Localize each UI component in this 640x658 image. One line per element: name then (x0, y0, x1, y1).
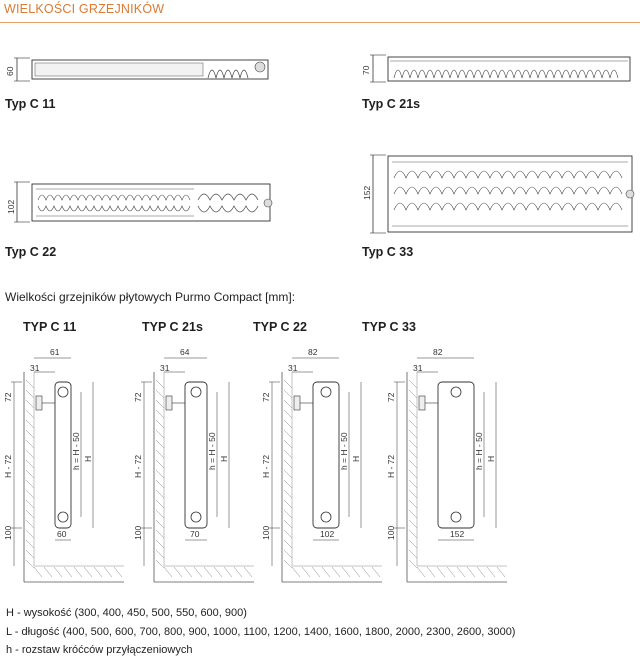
section-c22 (6, 182, 272, 222)
installation-diagrams (3, 347, 507, 582)
floor-hatch (477, 567, 485, 577)
floor-hatch (114, 567, 122, 577)
wall-hatch (409, 550, 417, 558)
dim-height-label: H - 72 (3, 454, 13, 478)
legend-length: L - długość (400, 500, 600, 700, 800, 900, 1000, 1100, 1200, 1400, 1600, 1800, 2000, 2300, 2600, 3000) (6, 626, 516, 638)
section-c33 (362, 155, 634, 233)
wall-hatch (26, 380, 34, 388)
wall-hatch (26, 400, 34, 408)
wall-hatch (284, 410, 292, 418)
wall-hatch (26, 470, 34, 478)
wall-hatch (156, 550, 164, 558)
wall-hatch (409, 430, 417, 438)
floor-hatch (164, 567, 172, 577)
wall-hatch (26, 550, 34, 558)
wall-hatch (156, 430, 164, 438)
wall-hatch (284, 450, 292, 458)
wall-hatch (409, 500, 417, 508)
dim-top-width: 61 (50, 347, 60, 357)
diagram-2 (261, 347, 382, 582)
bracket (419, 396, 425, 410)
dim-offset: 31 (288, 363, 298, 373)
legend-height: H - wysokość (300, 400, 450, 500, 550, 600, 900) (6, 607, 247, 619)
dim-H-label: H (219, 455, 229, 462)
floor-hatch (54, 567, 62, 577)
wall-hatch (409, 420, 417, 428)
wall-hatch (409, 530, 417, 538)
wall-hatch (26, 410, 34, 418)
dim-hole-label: h = H - 50 (474, 432, 484, 470)
floor-hatch (64, 567, 72, 577)
floor-hatch (457, 567, 465, 577)
diagram-0 (3, 347, 124, 582)
bracket (166, 396, 172, 410)
wall-hatch (156, 390, 164, 398)
diagram-3 (386, 347, 507, 582)
dim-hole-label: h = H - 50 (207, 432, 217, 470)
wall-hatch (284, 550, 292, 558)
wall-hatch (156, 480, 164, 488)
wall-hatch (409, 480, 417, 488)
dim-bottom-width: 60 (57, 529, 67, 539)
wall-hatch (284, 530, 292, 538)
wall-hatch (409, 380, 417, 388)
wall-hatch (156, 410, 164, 418)
type-label-c11: TYP C 11 (23, 320, 77, 334)
dim-height-label: H - 72 (261, 454, 271, 478)
floor-hatch (362, 567, 370, 577)
wall-hatch (284, 470, 292, 478)
label-c11: Typ C 11 (5, 97, 56, 111)
dim-bottom-width: 152 (450, 529, 465, 539)
wall-hatch (409, 540, 417, 548)
dim-bottom-label: 100 (261, 525, 271, 540)
floor-hatch (74, 567, 82, 577)
wall-hatch (26, 420, 34, 428)
floor-hatch (417, 567, 425, 577)
floor-hatch (214, 567, 222, 577)
label-c22: Typ C 22 (5, 245, 57, 259)
dim-top-label: 72 (3, 392, 13, 402)
wall-hatch (284, 380, 292, 388)
floor-hatch (224, 567, 232, 577)
wall-hatch (409, 470, 417, 478)
section-c21s (361, 55, 630, 82)
wall-hatch (156, 400, 164, 408)
section-c11 (5, 58, 268, 81)
dim-bottom-label: 100 (133, 525, 143, 540)
radiator-body (313, 382, 339, 528)
wall-hatch (409, 440, 417, 448)
wall-hatch (156, 440, 164, 448)
wall-hatch (26, 560, 34, 568)
dim-bottom-width: 102 (320, 529, 335, 539)
dim-c22: 102 (6, 199, 16, 214)
wall-hatch (156, 530, 164, 538)
wall-hatch (284, 440, 292, 448)
dim-height-label: H - 72 (386, 454, 396, 478)
wall-hatch (409, 410, 417, 418)
wall-hatch (156, 490, 164, 498)
dim-top-label: 72 (261, 392, 271, 402)
wall-hatch (26, 450, 34, 458)
wall-hatch (156, 380, 164, 388)
wall-hatch (284, 500, 292, 508)
dim-top-width: 82 (433, 347, 443, 357)
wall-hatch (284, 420, 292, 428)
wall-hatch (156, 420, 164, 428)
wall-hatch (26, 530, 34, 538)
dim-top-width: 64 (180, 347, 190, 357)
type-label-c21s: TYP C 21s (142, 320, 203, 334)
dim-offset: 31 (30, 363, 40, 373)
wall-hatch (409, 560, 417, 568)
floor-hatch (94, 567, 102, 577)
floor-hatch (184, 567, 192, 577)
dim-height-label: H - 72 (133, 454, 143, 478)
wall-hatch (409, 510, 417, 518)
type-label-c22: TYP C 22 (253, 320, 307, 334)
dim-H-label: H (486, 455, 496, 462)
floor-hatch (312, 567, 320, 577)
floor-hatch (204, 567, 212, 577)
dim-bottom-label: 100 (3, 525, 13, 540)
dim-offset: 31 (413, 363, 423, 373)
subtitle: Wielkości grzejników płytowych Purmo Compact [mm]: (5, 290, 296, 304)
radiator-body (185, 382, 207, 528)
legend-spacing: h - rozstaw króćców przyłączeniowych (6, 644, 193, 656)
floor-hatch (292, 567, 300, 577)
wall-hatch (26, 510, 34, 518)
floor-hatch (427, 567, 435, 577)
floor-hatch (234, 567, 242, 577)
dim-top-width: 82 (308, 347, 318, 357)
wall-hatch (26, 520, 34, 528)
dim-c11: 60 (5, 66, 15, 76)
wall-hatch (26, 390, 34, 398)
wall-hatch (26, 540, 34, 548)
floor-hatch (332, 567, 340, 577)
wall-hatch (409, 390, 417, 398)
floor-hatch (174, 567, 182, 577)
floor-hatch (104, 567, 112, 577)
wall-hatch (156, 560, 164, 568)
wall-hatch (284, 560, 292, 568)
wall-hatch (26, 460, 34, 468)
floor-hatch (34, 567, 42, 577)
floor-hatch (84, 567, 92, 577)
wall-hatch (26, 480, 34, 488)
floor-hatch (194, 567, 202, 577)
wall-hatch (26, 490, 34, 498)
dim-hole-label: h = H - 50 (339, 432, 349, 470)
dim-H-label: H (83, 455, 93, 462)
wall-hatch (284, 510, 292, 518)
floor-hatch (372, 567, 380, 577)
wall-hatch (156, 460, 164, 468)
wall-hatch (156, 470, 164, 478)
wall-hatch (284, 390, 292, 398)
wall-hatch (409, 450, 417, 458)
dim-hole-label: h = H - 50 (71, 432, 81, 470)
wall-hatch (284, 430, 292, 438)
floor-hatch (244, 567, 252, 577)
floor-hatch (322, 567, 330, 577)
floor-hatch (302, 567, 310, 577)
wall-hatch (409, 490, 417, 498)
label-c21s: Typ C 21s (362, 97, 421, 111)
wall-hatch (284, 460, 292, 468)
wall-hatch (284, 400, 292, 408)
radiator-body (55, 382, 71, 528)
dim-bottom-label: 100 (386, 525, 396, 540)
wall-hatch (156, 510, 164, 518)
bracket (294, 396, 300, 410)
wall-hatch (284, 480, 292, 488)
floor-hatch (342, 567, 350, 577)
floor-hatch (497, 567, 505, 577)
wall-hatch (26, 440, 34, 448)
radiator-body (438, 382, 474, 528)
wall-hatch (156, 540, 164, 548)
floor-hatch (467, 567, 475, 577)
floor-hatch (437, 567, 445, 577)
dim-bottom-width: 70 (190, 529, 200, 539)
wall-hatch (26, 430, 34, 438)
wall-hatch (409, 400, 417, 408)
type-label-c33: TYP C 33 (362, 320, 416, 334)
floor-hatch (447, 567, 455, 577)
wall-hatch (26, 500, 34, 508)
wall-hatch (156, 500, 164, 508)
dim-offset: 31 (160, 363, 170, 373)
dim-H-label: H (351, 455, 361, 462)
wall-hatch (409, 520, 417, 528)
wall-hatch (156, 450, 164, 458)
dim-c21s: 70 (361, 65, 371, 75)
wall-hatch (284, 540, 292, 548)
wall-hatch (284, 490, 292, 498)
page-title: WIELKOŚCI GRZEJNIKÓW (4, 2, 165, 16)
floor-hatch (487, 567, 495, 577)
wall-hatch (409, 460, 417, 468)
wall-hatch (156, 520, 164, 528)
dim-top-label: 72 (133, 392, 143, 402)
label-c33: Typ C 33 (362, 245, 414, 259)
diagram-1 (133, 347, 254, 582)
bracket (36, 396, 42, 410)
dim-c33: 152 (362, 185, 372, 200)
wall-hatch (284, 520, 292, 528)
floor-hatch (44, 567, 52, 577)
floor-hatch (352, 567, 360, 577)
dim-top-label: 72 (386, 392, 396, 402)
